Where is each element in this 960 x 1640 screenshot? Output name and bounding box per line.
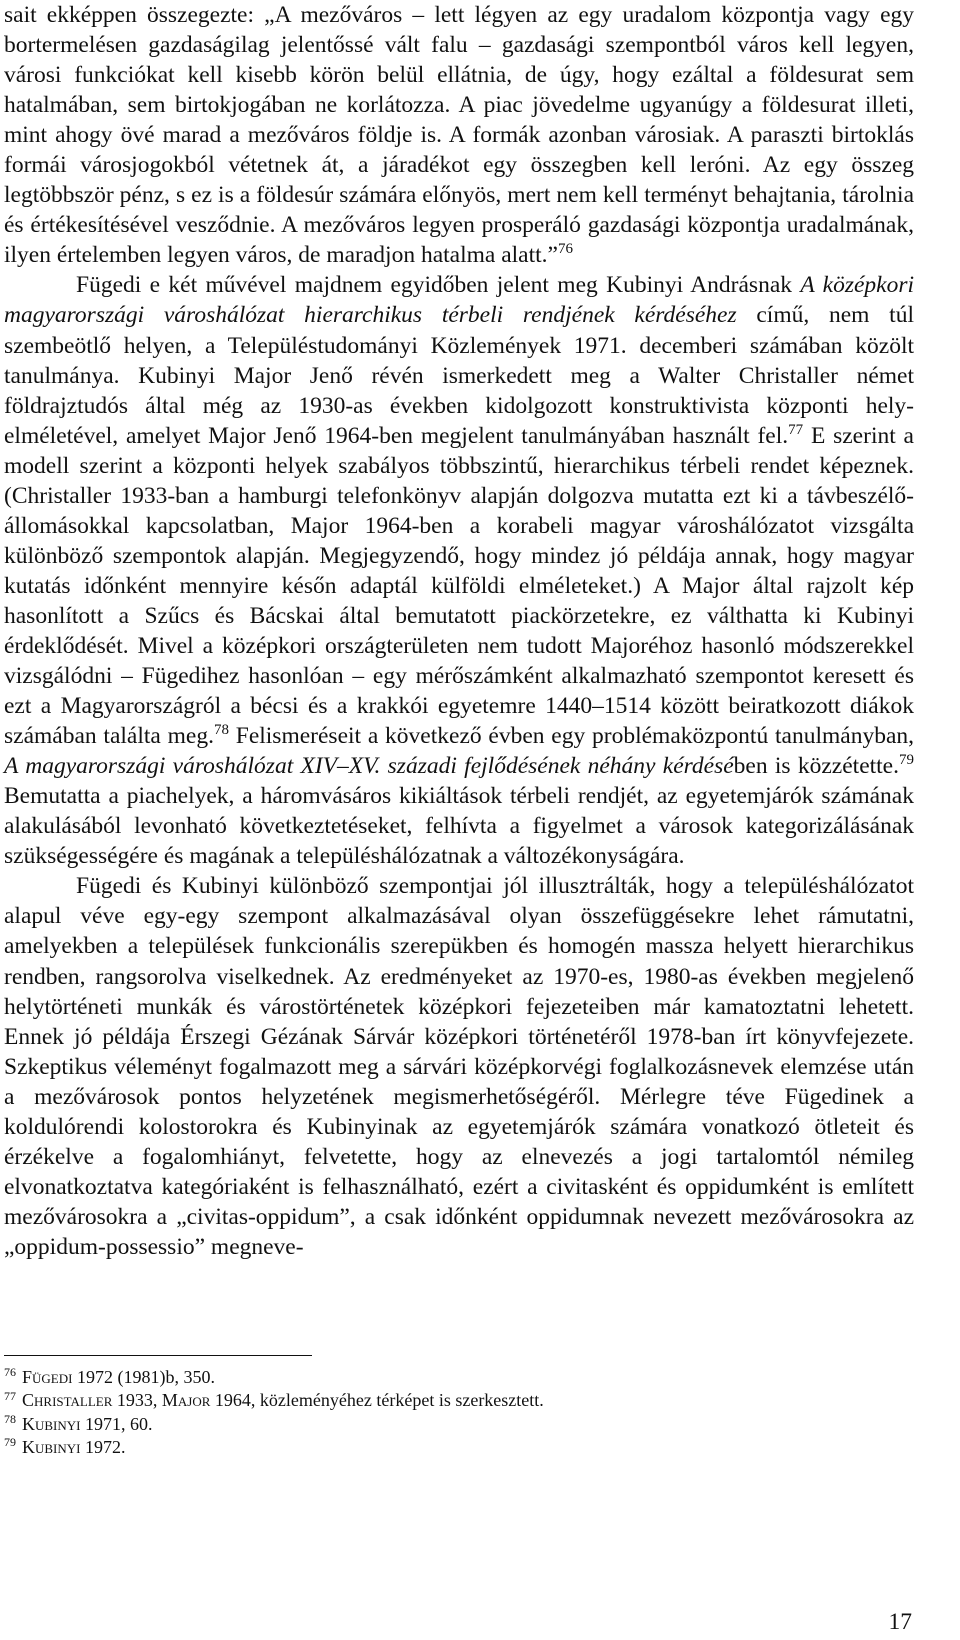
paragraph-text: Fügedi és Kubinyi különböző szempontjai jól illusztrálták, hogy a településhálózatot alapul véve egy-egy szempont alkalmazásával olyan összefüggésekre lehet rámutatni, amelyekben a települések funkcionális szerepükben és homogén massza helyett hierarchikus rendben, rangsorolva viselkednek. Az eredményeket az 1970-es, 1980-as években megjelenő helytörténeti munkák és várostörténetek középkori fejezeteiben már kamatoztatni lehetett. Ennek jó példája Érszegi Gézának Sárvár középkori történetéről 1978-ban írt könyvfejezete. Szkeptikus véleményt fogalmazott meg a sárvári középkorvégi foglalkozásnevek elemzése után a mezővárosok pontos helyzetének megismerhetőségéről. Mérlegre téve Fügedinek a koldulórendi kolostorokra és Kubinyinak az egyetemjárók számára vonatkozó ötleteit és érzékelve a fogalomhiányt, felvetette, hogy az elnevezés a jogi tartalomtól némileg elvonatkoztatva kategóriaként is felhasználható, ezért a civitasként és oppidumként is említett mezővárosokra a „civitas-oppidum”, a csak időnként oppidumnak nevezett mezővárosokra az „oppidum-possessio” megneve- — [4, 873, 914, 1260]
footnote-76 — [4, 1366, 914, 1389]
footnote-author: Kubinyi — [22, 1436, 81, 1457]
footnote-ref-79[interactable]: 79 — [899, 752, 914, 769]
italic-title: A középkori magyarországi városhálózat hierarchikus térbeli rendjének kérdéséhez — [4, 272, 914, 329]
footnote-ref-76[interactable]: 76 — [557, 241, 573, 258]
footnote-79 — [4, 1436, 914, 1459]
footnote-number: 76 — [4, 1365, 16, 1380]
footnote-78 — [4, 1413, 914, 1436]
paragraph-text: Fügedi e két művével majdnem egyidőben jelent meg Kubinyi Andrásnak — [76, 272, 801, 299]
footnote-text: 1971, 60. — [80, 1413, 153, 1434]
footnote-separator — [4, 1355, 312, 1356]
footnote-77 — [4, 1389, 914, 1412]
footnote-text: 1933, — [112, 1390, 162, 1411]
body-text — [4, 0, 914, 1262]
paragraph-text: sait ekképpen összegezte: „A mezőváros – lett légyen az egy uradalom központja vagy egy bortermelésen gazdaságilag jelentőssé vált falu – gazdasági szempontból város kell legyen, városi funkciókat kell kisebb körön belül ellátnia, de úgy, hogy ezáltal a földesurat sem hatalmában, sem birtokjogában ne korlátozza. A piac jövedelme ugyanúgy a földesurat illeti, mint ahogy övé marad a mezőváros földje is. A formák azonban városiak. A paraszti birtoklás formái városjogokból vétetnek át, a járadékot egy összegben kell leróni. Az egy összeg legtöbbször pénz, s ez is a földesúr számára előnyös, mert nem kell terményt behajtania, tárolnia és értékesítésével vesződnie. A mezőváros legyen prosperáló gazdasági központja uradalmának, ilyen értelemben legyen város, de maradjon hatalma alatt.” — [4, 2, 914, 269]
paragraph-text: című, nem túl szembeötlő helyen, a Településtudományi Közlemények 1971. decemberi számában közölt tanulmánya. Kubinyi Major Jenő révén ismerkedett meg a Walter Christaller német földrajztudós által még az 1930-as években kidolgozott konstruktivista központi hely-elméletével, amelyet Major Jenő 1964-ben megjelent tanulmányában használt fel. — [4, 302, 914, 449]
paragraph-text: E szerint a modell szerint a központi helyek szabályos többszintű, hierarchikus térbeli rendet képeznek. (Christaller 1933-ban a hamburgi telefonkönyv alapján dolgozva mutatta ezt ki a távbeszélő-állomásokkal kapcsolatban, Major 1964-ben a korabeli magyar városhálózatot vizsgálta különböző szempontok alapján. Megjegyzendő, hogy mindez jó példája annak, hogy magyar kutatás időnként mennyire későn adaptál külföldi elméleteket.) A Major által rajzolt kép hasonlított a Szűcs és Bácskai által bemutatott piackörzetekre, ez válthatta ki Kubinyi érdeklődését. Mivel a középkori országterületen nem tudott Majoréhoz hasonló módszerekkel vizsgálódni – Fügedihez hasonlóan – egy mérőszámként alkalmazható szempontot keresett és ezt a Magyarországról a bécsi és a krakkói egyetemre 1440–1514 között beiratkozott diákok számában találta meg. — [4, 422, 914, 750]
footnote-number: 79 — [4, 1435, 16, 1450]
footnote-author: Fügedi — [22, 1367, 73, 1387]
paragraph-1 — [4, 0, 914, 270]
footnote-author: Major — [161, 1390, 211, 1411]
footnote-number: 77 — [4, 1388, 16, 1403]
footnote-author: Christaller — [22, 1390, 113, 1411]
paragraph-3 — [4, 871, 914, 1262]
footnote-text: 1964, közleményéhez térképet is szerkesztett. — [210, 1390, 544, 1411]
footnote-ref-77[interactable]: 77 — [788, 421, 804, 438]
paragraph-text: ben is közzétette. — [733, 753, 899, 780]
paragraph-text: Bemutatta a piachelyek, a háromvásáros kikiáltások térbeli rendjét, az egyetemjárók számának alakulásából levonható következtetéseket, felhívta a figyelmet a városok kategorizálásának szükségességére és magának a településhálózatnak a változékonyságára. — [4, 783, 914, 870]
footnote-number: 78 — [4, 1412, 16, 1426]
footnote-author: Kubinyi — [22, 1413, 81, 1434]
paragraph-2 — [4, 270, 914, 871]
page-number: 17 — [888, 1609, 912, 1635]
footnote-text: 1972 (1981)b, 350. — [72, 1367, 215, 1387]
footnotes — [4, 1366, 914, 1459]
footnote-text: 1972. — [80, 1436, 126, 1457]
paragraph-text: Felismeréseit a következő évben egy problémaközpontú tanulmányban, — [228, 723, 915, 750]
italic-title: A magyarországi városhálózat XIV–XV. századi fejlődésének néhány kérdésé — [4, 753, 734, 780]
footnote-ref-78[interactable]: 78 — [213, 722, 229, 739]
